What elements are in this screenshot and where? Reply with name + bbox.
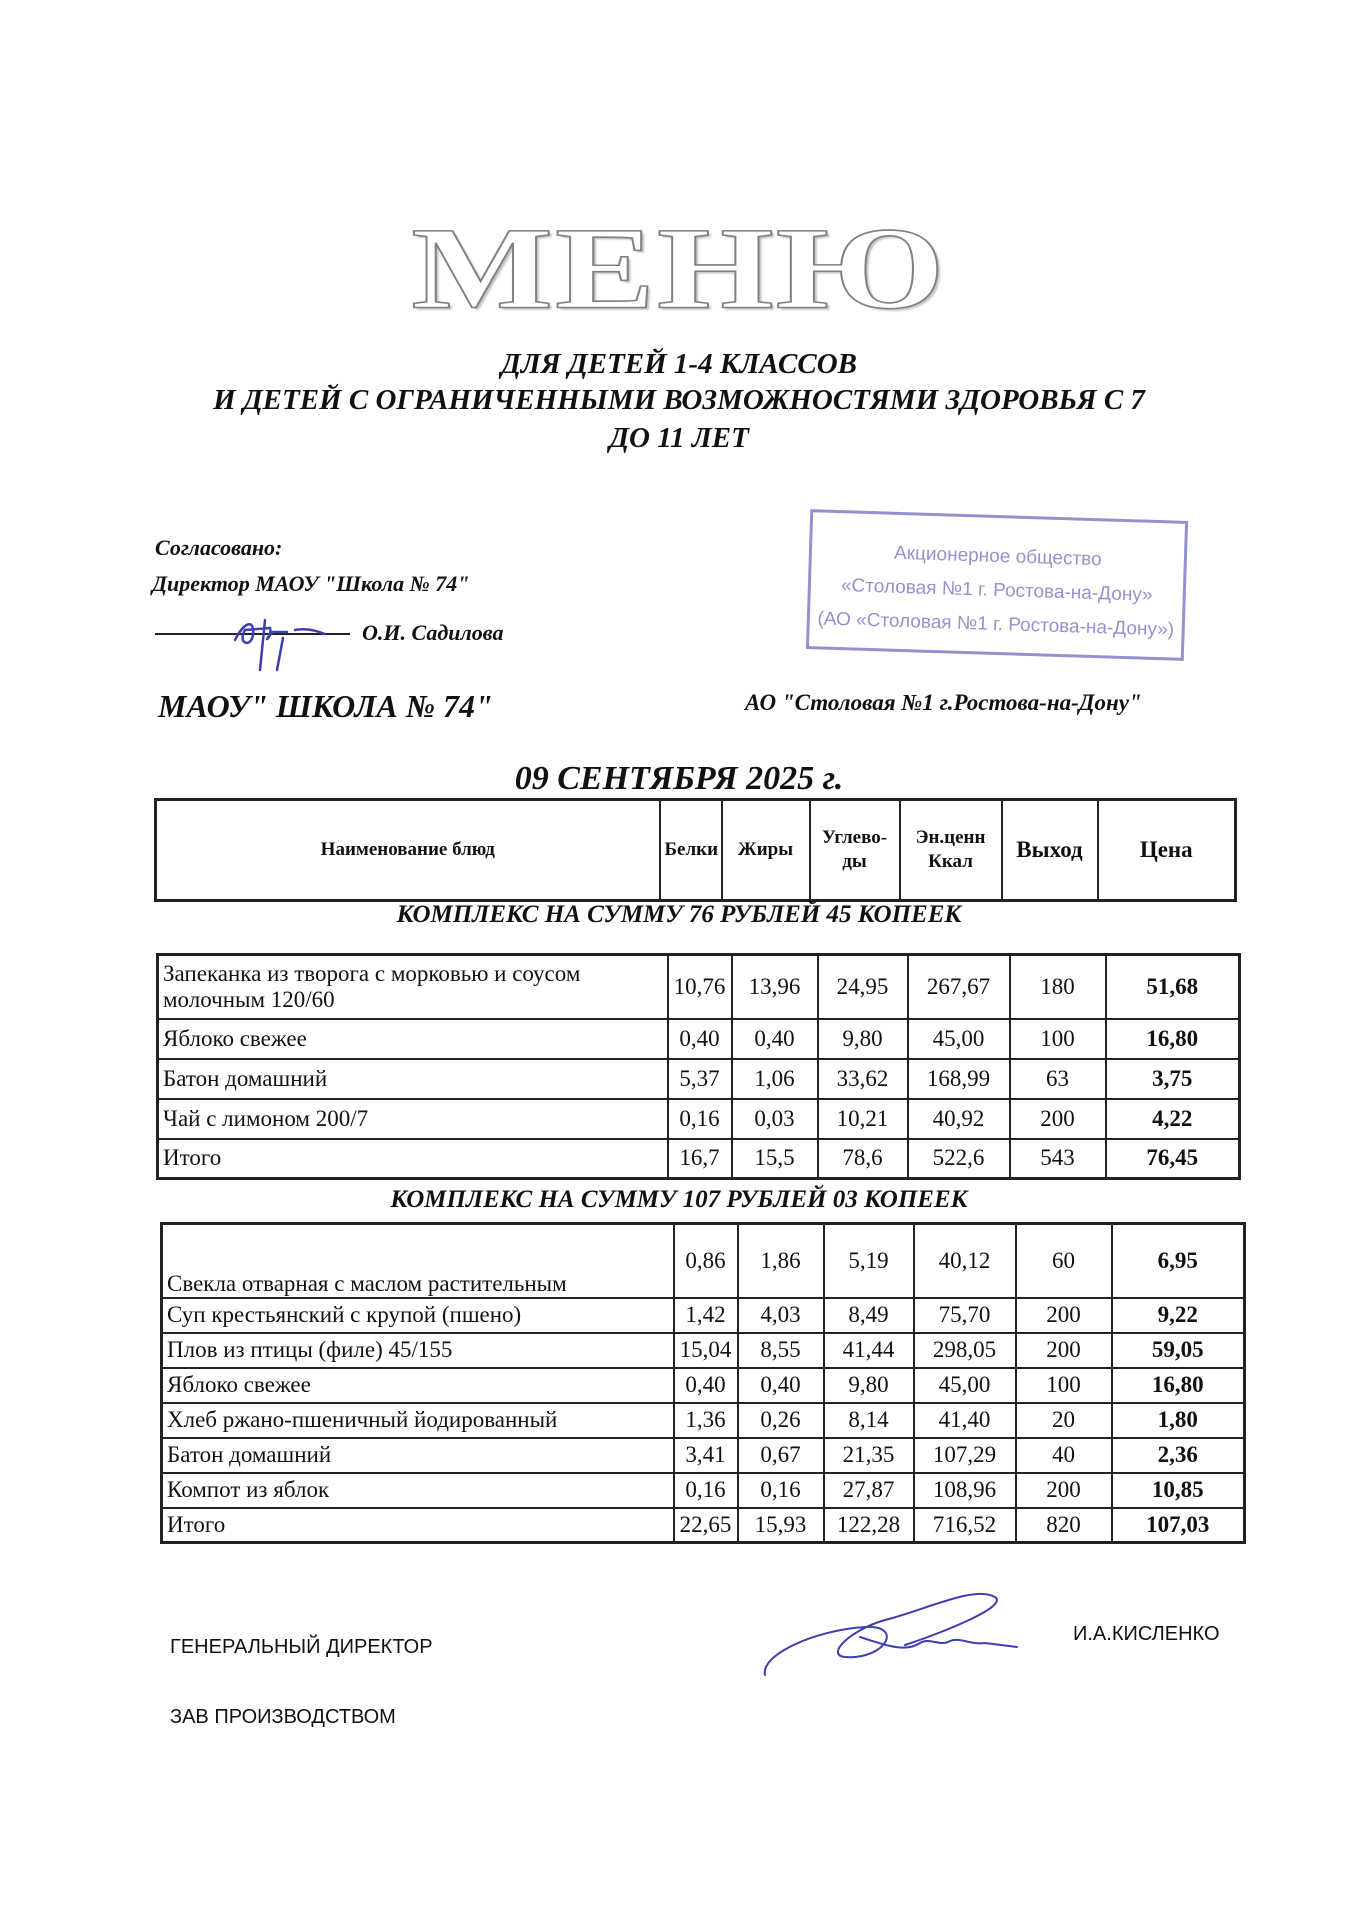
table-row: [158, 955, 1240, 1019]
col-header-carbs: Углево-ды: [810, 800, 900, 901]
cell-fat: 15,93: [738, 1508, 824, 1543]
cell-carbs: 41,44: [824, 1333, 914, 1368]
cell-price: 6,95: [1112, 1224, 1245, 1298]
table-row: [162, 1333, 1245, 1368]
cell-yield: 820: [1016, 1508, 1112, 1543]
cell-price: 9,22: [1112, 1298, 1245, 1333]
cell-fat: 4,03: [738, 1298, 824, 1333]
director-signature: [215, 600, 345, 680]
school-name: МАОУ" ШКОЛА № 74": [158, 688, 493, 724]
cell-price: 59,05: [1112, 1333, 1245, 1368]
table-row: [162, 1438, 1245, 1473]
cell-fat: 0,03: [732, 1099, 818, 1139]
cell-name: Яблоко свежее: [162, 1368, 674, 1403]
cell-price: 16,80: [1112, 1368, 1245, 1403]
cell-price: 2,36: [1112, 1438, 1245, 1473]
menu-date: 09 СЕНТЯБРЯ 2025 г.: [514, 760, 844, 797]
cell-name: Компот из яблок: [162, 1473, 674, 1508]
cell-carbs: 8,49: [824, 1298, 914, 1333]
col-header-price: Цена: [1098, 800, 1236, 901]
cell-price: 107,03: [1112, 1508, 1245, 1543]
general-director-name: И.А.КИСЛЕНКО: [1073, 1623, 1220, 1645]
table-row: [158, 1019, 1240, 1059]
complex-2-table: [160, 1222, 1246, 1544]
cell-yield: 180: [1010, 955, 1106, 1019]
cell-protein: 3,41: [674, 1438, 738, 1473]
cell-name: Хлеб ржано-пшеничный йодированный: [162, 1403, 674, 1438]
complex-2-title: КОМПЛЕКС НА СУММУ 107 РУБЛЕЙ 03 КОПЕЕК: [390, 1186, 968, 1213]
cell-energy: 45,00: [908, 1019, 1010, 1059]
cell-price: 16,80: [1106, 1019, 1240, 1059]
table-row: [162, 1508, 1245, 1543]
cell-energy: 522,6: [908, 1139, 1010, 1179]
director-title: Директор МАОУ "Школа № 74": [152, 571, 470, 596]
cell-yield: 200: [1016, 1473, 1112, 1508]
director-name: О.И. Садилова: [362, 620, 504, 645]
cell-protein: 1,36: [674, 1403, 738, 1438]
cell-protein: 1,42: [674, 1298, 738, 1333]
cell-carbs: 33,62: [818, 1059, 908, 1099]
cell-yield: 60: [1016, 1224, 1112, 1298]
cell-energy: 107,29: [914, 1438, 1016, 1473]
cell-energy: 108,96: [914, 1473, 1016, 1508]
cell-name: Суп крестьянский с крупой (пшено): [162, 1298, 674, 1333]
cell-carbs: 9,80: [824, 1368, 914, 1403]
cell-carbs: 122,28: [824, 1508, 914, 1543]
cell-energy: 41,40: [914, 1403, 1016, 1438]
cell-fat: 1,06: [732, 1059, 818, 1099]
col-header-energy: Эн.ценн Ккал: [900, 800, 1002, 901]
stamp-line-2: «Столовая №1 г. Ростова-на-Дону»: [840, 575, 1153, 606]
col-header-yield: Выход: [1002, 800, 1098, 901]
subtitle-line-3: ДО 11 ЛЕТ: [609, 422, 749, 454]
cell-energy: 267,67: [908, 955, 1010, 1019]
table-row: [162, 1298, 1245, 1333]
cell-name: Батон домашний: [162, 1438, 674, 1473]
stamp-line-1: Акционерное общество: [893, 542, 1103, 571]
cell-yield: 200: [1016, 1333, 1112, 1368]
cell-price: 4,22: [1106, 1099, 1240, 1139]
agreed-label: Согласовано:: [155, 535, 283, 560]
cell-carbs: 10,21: [818, 1099, 908, 1139]
menu-title: МЕНЮ: [411, 203, 947, 334]
complex-1-table: [156, 953, 1241, 1180]
cell-price: 51,68: [1106, 955, 1240, 1019]
cell-price: 76,45: [1106, 1139, 1240, 1179]
cell-name: Свекла отварная с маслом растительным: [162, 1224, 674, 1298]
cell-carbs: 78,6: [818, 1139, 908, 1179]
cell-fat: 15,5: [732, 1139, 818, 1179]
table-row: [162, 1224, 1245, 1298]
cell-energy: 298,05: [914, 1333, 1016, 1368]
cell-energy: 75,70: [914, 1298, 1016, 1333]
menu-header-table: [154, 798, 1237, 902]
cell-name: Батон домашний: [158, 1059, 668, 1099]
cell-fat: 13,96: [732, 955, 818, 1019]
company-name: АО "Столовая №1 г.Ростова-на-Дону": [745, 690, 1142, 715]
subtitle-line-1: ДЛЯ ДЕТЕЙ 1-4 КЛАССОВ: [500, 348, 857, 380]
stamp-line-3: (АО «Столовая №1 г. Ростова-на-Дону»): [817, 608, 1175, 641]
col-header-fat: Жиры: [722, 800, 810, 901]
cell-yield: 100: [1010, 1019, 1106, 1059]
cell-price: 3,75: [1106, 1059, 1240, 1099]
table-row: [158, 1099, 1240, 1139]
table-row: [162, 1403, 1245, 1438]
cell-fat: 0,40: [738, 1368, 824, 1403]
cell-fat: 0,40: [732, 1019, 818, 1059]
cell-yield: 100: [1016, 1368, 1112, 1403]
table-row: [162, 1368, 1245, 1403]
cell-yield: 20: [1016, 1403, 1112, 1438]
cell-yield: 40: [1016, 1438, 1112, 1473]
cell-carbs: 21,35: [824, 1438, 914, 1473]
cell-carbs: 24,95: [818, 955, 908, 1019]
cell-yield: 200: [1010, 1099, 1106, 1139]
cell-fat: 1,86: [738, 1224, 824, 1298]
cell-energy: 40,92: [908, 1099, 1010, 1139]
col-header-name: Наименование блюд: [156, 800, 660, 901]
cell-name: Итого: [158, 1139, 668, 1179]
table-row: [162, 1473, 1245, 1508]
cell-yield: 200: [1016, 1298, 1112, 1333]
cell-fat: 8,55: [738, 1333, 824, 1368]
cell-name: Запеканка из творога с морковью и соусом молочным 120/60: [158, 955, 668, 1019]
cell-name: Итого: [162, 1508, 674, 1543]
cell-carbs: 5,19: [824, 1224, 914, 1298]
cell-name: Яблоко свежее: [158, 1019, 668, 1059]
cell-protein: 0,16: [668, 1099, 732, 1139]
cell-protein: 5,37: [668, 1059, 732, 1099]
cell-protein: 16,7: [668, 1139, 732, 1179]
cell-protein: 0,40: [668, 1019, 732, 1059]
col-header-protein: Белки: [660, 800, 722, 901]
complex-1-title: КОМПЛЕКС НА СУММУ 76 РУБЛЕЙ 45 КОПЕЕК: [396, 901, 962, 928]
cell-protein: 10,76: [668, 955, 732, 1019]
cell-carbs: 27,87: [824, 1473, 914, 1508]
company-stamp: [806, 509, 1188, 661]
cell-protein: 0,86: [674, 1224, 738, 1298]
general-director-signature: [755, 1575, 1025, 1690]
cell-price: 1,80: [1112, 1403, 1245, 1438]
cell-carbs: 9,80: [818, 1019, 908, 1059]
cell-fat: 0,67: [738, 1438, 824, 1473]
cell-protein: 0,16: [674, 1473, 738, 1508]
table-row: [158, 1139, 1240, 1179]
cell-yield: 543: [1010, 1139, 1106, 1179]
table-row: [158, 1059, 1240, 1099]
general-director-label: ГЕНЕРАЛЬНЫЙ ДИРЕКТОР: [170, 1636, 433, 1658]
cell-protein: 22,65: [674, 1508, 738, 1543]
cell-yield: 63: [1010, 1059, 1106, 1099]
cell-energy: 40,12: [914, 1224, 1016, 1298]
production-head-label: ЗАВ ПРОИЗВОДСТВОМ: [170, 1706, 396, 1728]
cell-energy: 716,52: [914, 1508, 1016, 1543]
cell-protein: 15,04: [674, 1333, 738, 1368]
subtitle-line-2: И ДЕТЕЙ С ОГРАНИЧЕННЫМИ ВОЗМОЖНОСТЯМИ ЗДОРОВЬЯ С 7: [213, 384, 1145, 416]
cell-price: 10,85: [1112, 1473, 1245, 1508]
cell-energy: 168,99: [908, 1059, 1010, 1099]
cell-energy: 45,00: [914, 1368, 1016, 1403]
cell-carbs: 8,14: [824, 1403, 914, 1438]
cell-fat: 0,26: [738, 1403, 824, 1438]
cell-protein: 0,40: [674, 1368, 738, 1403]
cell-name: Плов из птицы (филе) 45/155: [162, 1333, 674, 1368]
cell-name: Чай с лимоном 200/7: [158, 1099, 668, 1139]
cell-fat: 0,16: [738, 1473, 824, 1508]
